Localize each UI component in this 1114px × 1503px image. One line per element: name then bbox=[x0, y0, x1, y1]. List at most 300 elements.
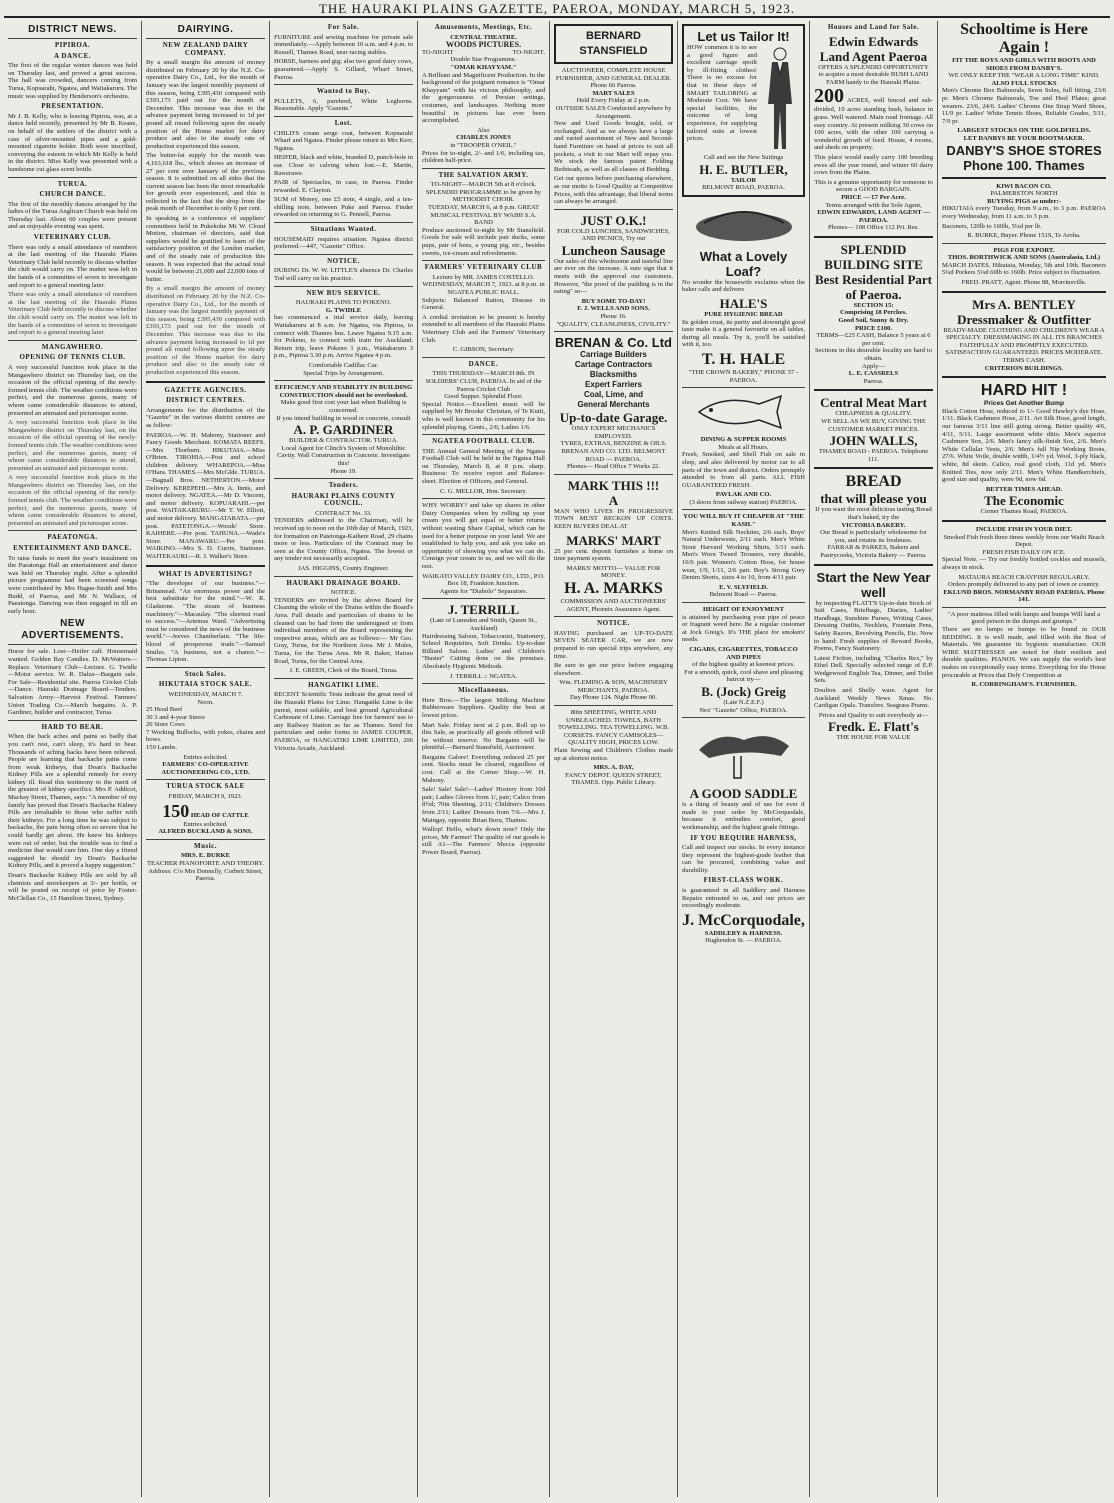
agencies-intro: Arrangements for the distribution of the "Gazette" in the various district centres are as follow: bbox=[146, 406, 265, 429]
pure-text: Its golden crust, its purity and downright good taste make it a general favourite on all tables, during all meals. Try it, you'll be satisfied with it, too. bbox=[682, 318, 805, 349]
vet-club-text-cont: There was only a small attendance of members at the last meeting of the Hauraki Plains Veterinary Club held recently to discuss whether the club would carry on. The matter was left in the hands of a committee of seven to investigate and report to a general meeting later. bbox=[8, 291, 137, 337]
edwin-agent: EDWIN EDWARDS, LAND AGENT — PAEROA. bbox=[817, 209, 930, 224]
column-stansfield bbox=[550, 21, 678, 1497]
enjoyment: HEIGHT OF ENJOYMENT bbox=[703, 606, 784, 613]
new-ads-list: Horse for sale. Lost—Heifer calf. Housemaid wanted. Golden Bay Candles. D. McWatters—Replace. Veterinary Club—Lecture. G. Twidle—Motor service. W. R. Dalza—Bargain sale. For Sale—Residential site. Paeroa Cricket Club—Dance. Hauraki Drainage Board—Tenders. Salvation Army—Harvest Festival. Farmers' Union Trading Co.—March bargains. A. P. Gardiner, builder and contractor, Turua. bbox=[8, 648, 137, 717]
builder: BUILDER & CONTRACTOR. TURUA. bbox=[288, 437, 399, 445]
masthead: THE HAURAKI PLAINS GAZETTE, PAEROA, MONDAY, MARCH 5, 1923. bbox=[4, 2, 1110, 18]
phone-16: Phone 16. bbox=[600, 313, 627, 321]
inspecting: by inspecting FLATT'S Up-to-date Stock of bbox=[815, 599, 932, 607]
lovely-loaf: What a Lovely Loaf? bbox=[699, 248, 788, 279]
schooltime: Schooltime is Here Again ! bbox=[960, 21, 1088, 56]
subjects: Subjects: Balanced Ration, Disease in General. bbox=[422, 296, 545, 312]
good-supper: Good Supper. Splendid Floor. bbox=[444, 393, 523, 401]
brenan: BRENAN & Co. Ltd bbox=[555, 335, 672, 351]
slyfield-addr: Belmont Road — Paeroa. bbox=[709, 591, 778, 599]
mattress-text: There are no lumps or bumps to be found in OUR BEDDING. It is well made, and filled with the Best of Materials. We guarantee its hygienic manufacture. OUR WIRE MATTRESSES are noted for their resilient and durable qualities. PIANOS. We can supply the world's best makes on exceptionally easy terms. Everything for the Home procurable at Prices that Defy Competition at bbox=[942, 626, 1106, 679]
nz-dairy-heading: NEW ZEALAND DAIRY COMPANY. bbox=[162, 41, 249, 57]
mart-sales: MART SALES bbox=[592, 89, 635, 97]
slyfield: E. V. SLYFIELD. bbox=[719, 583, 768, 591]
outside-sales: OUTSIDE SALES Conducted anywhere by Arrangement. bbox=[555, 104, 672, 120]
church-dance-heading: CHURCH DANCE. bbox=[39, 190, 106, 199]
shave: For a smooth, quick, cool shave and pleasing haircut try— bbox=[684, 668, 803, 684]
tailor-call: Call and see the New Suitings bbox=[703, 154, 784, 161]
misc-heading: Miscellaneous. bbox=[458, 686, 509, 695]
harness: IF YOU REQUIRE HARNESS, bbox=[690, 833, 797, 842]
situations-heading: Situations Wanted. bbox=[310, 225, 377, 234]
buying-pigs: BUYING PIGS as under:- bbox=[987, 197, 1061, 205]
tennis-text-cont2: A very successful function took place in the Mangawhero district on Thursday last, on the occasion of the official opening of the newly-formed tennis club. The weather conditions were perfect, and the numerous guests, many of whom came considerable distances to attend, presented an animated and picturesque scene. bbox=[8, 474, 137, 527]
prices-bump: Prices Get Another Bump bbox=[984, 400, 1064, 408]
book: Be sure to get our price before engaging elsewhere. bbox=[554, 662, 673, 677]
dance-text: THIS THURSDAY—MARCH 8th. IN SOLDIERS' CLUB, PAEROA. In aid of the Paeroa Cricket Club bbox=[425, 370, 542, 393]
mechanics: ONLY EXPERT MECHANICS EMPLOYED. bbox=[571, 425, 656, 440]
mattress-rhyme: "A poor mattress filled with lumps and bumps Will land a good person in the dumps and grumps." bbox=[947, 610, 1101, 626]
turua-sale-title: TURUA STOCK SALE bbox=[166, 782, 245, 791]
bentley-text: READY-MADE CLOTHING AND CHILDREN'S WEAR A SPECIALTY. DRESSMAKING IN ALL ITS BRANCHES FAITHFULLY AND PROMPTLY EXECUTED. SATISFACTION GUARANTEED. PRICES MODERATE. TERMS CASH. bbox=[943, 326, 1105, 365]
new-ads-heading: NEW ADVERTISEMENTS. bbox=[8, 618, 137, 645]
eklund: EKLUND BROS. NORMANBY ROAD PAEROA. Phone 141. bbox=[943, 588, 1105, 604]
pavlak-addr: (3 doors from railway station) PAEROA. bbox=[689, 498, 798, 506]
quote: Get our quotes before purchasing elsewhere, as our motto is Good Quality at Competitive Prices, with this advantage, that liberal terms can always be arranged. bbox=[554, 175, 673, 206]
palmerston: PALMERSTON NORTH bbox=[990, 190, 1058, 198]
what-is-advertising-heading: WHAT IS ADVERTISING? bbox=[158, 569, 253, 578]
farriers: Expert Farriers bbox=[585, 380, 642, 390]
carry: This place would easily carry 100 breeding ewes all the year round, and winter 60 dairy cows from the Plains. bbox=[814, 153, 933, 177]
mrs-day: MRS. A. DAY, bbox=[593, 764, 634, 772]
presentation-text: Mr J. B. Kelly, who is leaving Pipiroa, was, at a dance held recently, presented by Mr B. Keane, on behalf of the settlers of the district with a case of silver-mounted pipes and a gold-mounted cigarette holder. Both were inscribed, conveying the esteem in which Mr Kelly is held in the district. Miss Kelly was presented with a handsome cut glass scent bottle. bbox=[8, 112, 137, 173]
money-ad: SUM of Money, one £5 note, 4 single, and a ten-shilling note, between Puke and Paeroa. Finder rewarded on returning to G. Pennell, Paeroa. bbox=[274, 196, 413, 219]
hikutaia-sale-title: HIKUTAIA STOCK SALE. bbox=[158, 680, 253, 689]
stansfield-box bbox=[554, 24, 673, 64]
for-sale-heading: For Sale. bbox=[327, 23, 360, 31]
tennis-text-cont: A very successful function took place in the Mangawhero district on Thursday last, on the occasion of the official opening of the newly-formed tennis club. The weather conditions were perfect, and the numerous guests, many of whom came considerable distances to attend, presented an animated and picturesque scene. bbox=[8, 419, 137, 472]
greig: B. (Jock) Greig bbox=[701, 683, 786, 699]
hikutaia-noon: Noon. bbox=[197, 698, 214, 706]
cartage: Cartage Contractors bbox=[574, 360, 653, 370]
district-news-heading: DISTRICT NEWS. bbox=[8, 24, 137, 39]
terrill-sub: (Late of Lumsden and Smith, Queen St., Auckland) bbox=[430, 617, 537, 632]
wallop: Wallop! Hello, what's down now? Only the prices, Mr Farmer! The quality of our goods is still A1—The Farmers' Mecca (opposite Power Board, Paeroa). bbox=[422, 826, 545, 856]
edwin-phones: Phones— 108 Office 112 Pri. Res. bbox=[827, 224, 920, 232]
tennis-heading: OPENING OF TENNIS CLUB. bbox=[19, 353, 126, 362]
mccorquodale: J. McCorquodale, bbox=[682, 911, 805, 929]
cassrels: L. E. CASSRELS bbox=[848, 370, 899, 378]
hales: HALE'S bbox=[719, 295, 768, 311]
orders: Orders promptly delivered to any part of town or country. bbox=[948, 581, 1100, 589]
buckland: ALFRED BUCKLAND & SONS. bbox=[158, 828, 253, 836]
terms: Terms arranged with the Sole Agent, bbox=[825, 201, 922, 209]
meat-mart: Central Meat Mart bbox=[820, 395, 927, 411]
fish-special: Special Note. — Try our freshly bottled cockles and mussels, always in stock. bbox=[942, 556, 1106, 571]
acrostic: MAN WHO LIVES IN PROGRESSIVE TOWN MUST RECKON UP COSTS. KEEN BUYERS DEAL AT bbox=[554, 507, 673, 530]
flatt-list: Suit Cases, Briefbags, Diaries, Ladies' Handbags, Sunshine Purses, Writing Cases, Dressing Outfits, Necklets, Fountain Pens, Safety Razors, Revolving Pencils, Etc. Now to hand: Fresh supplies of Reward Books, Poems, Fancy Stationery. bbox=[814, 607, 933, 653]
if-you: If you intend building in wood or concrete, consult bbox=[276, 414, 411, 422]
house-for-value: THE HOUSE FOR VALUE bbox=[836, 734, 911, 742]
fish-illustration bbox=[689, 392, 799, 432]
terrill-sign: J. TERRILL :: NGATEA. bbox=[449, 672, 518, 680]
column-danby bbox=[938, 21, 1110, 1497]
cleanliness: "QUALITY, CLEANLINESS, CIVILITY." bbox=[556, 320, 671, 328]
mart-sale: Mart Sale. Friday next at 2 p.m. Roll up to this Sale, as practically all goods offered will be without reserve. No Bargains will be plentiful.—Bernard Stansfield, Auctioneer. bbox=[422, 721, 545, 752]
horse-ad: HORSE, harness and gig; also two good dairy cows, guaranteed.—Apply S. Gillard, Wharf Street, Paeroa. bbox=[274, 58, 413, 81]
terms-cash: TERMS—£25 CASH, Balance 5 years at 6 per cent. bbox=[816, 332, 931, 347]
cadillac: Comfortable Cadillac Car. bbox=[308, 361, 379, 369]
cordial: A cordial invitation to be present is hereby extended to all members of the Hauraki Plains Veterinary Club and the Farmers' Veterinary Club. bbox=[422, 313, 545, 344]
sections-note: Sections in this desirable locality are hard to obtain. bbox=[814, 347, 932, 363]
pigs-export: PIGS FOR EXPORT. bbox=[993, 246, 1055, 254]
also: Also bbox=[477, 126, 490, 134]
tailor-heading: Let us Tailor It! bbox=[697, 29, 790, 44]
price-acre: PRICE — £7 Per Acre. bbox=[841, 193, 906, 201]
tonight-row bbox=[422, 49, 545, 57]
dairying-heading: DAIRYING. bbox=[146, 24, 265, 39]
march-dates: MARCH DATES. Hikutaia, Monday, 5th and 19th. Baconers 5¼d Porkers 5¼d 60lb to 160lb. Price subject to fluctuation. bbox=[942, 261, 1106, 277]
drainage-notice: NOTICE. bbox=[330, 589, 357, 597]
tobacco-quality: of the highest quality at keenest prices. bbox=[692, 661, 795, 669]
wanted-heading: Wanted to Buy. bbox=[316, 87, 371, 96]
hikutaia-pigs: HIKUTAIA every Tuesday, from 9 a.m., to 3 p.m. PAEROA every Wednesday, from 11 a.m. to 3 p.m. bbox=[942, 205, 1106, 220]
economic-corner: Corner Thames Road, PAEROA. bbox=[980, 508, 1068, 516]
let-danby: LET DANBYS BE YOUR BOOTMAKER. bbox=[963, 134, 1085, 142]
column-classifieds bbox=[270, 21, 418, 1497]
plain-sewing: Plain Sewing and Children's Clothes made up at shortest notice. bbox=[554, 747, 673, 762]
lime-text: RECENT Scientific Tests indicate the great need of the Hauraki Plains for Lime. Hangatiki Lime is the purest, most soluble, and best ground Agricultural Carbonate of Lime. Carriage free for farmers' use to any Railway Station as far as Thames. Send for particulars and order forms to JAMES COUPER, PAEROA, or HANGATIKI LIME LIMITED, 206 Victoria Arcade, Auckland. bbox=[274, 691, 413, 752]
hard-to-bear-text: When the back aches and pains so badly that you can't rest, can't sleep, it's hard to bear. Thousands of aching backs have been relieved. People are learning that backache pains come from weak kidneys, that Doan's Backache Kidney Pills are a splendid remedy for every kidney ill. Read this testimony to the merit of the greatest of kidney specifics: Mrs P. Addicot, Mackay Street, Thames, says: "A member of my family has proved that Doan's Backache Kidney Pills are invaluable to those who suffer with their kidneys. For a long time he was subject to backache, the pain being often so severe that he could hardly get about. He knew his kidneys were out of order, but the trouble was to find a medicine that would cure him. One day a friend suggested he should try Doan's Backache Kidney Pills, and it proved a happy suggestion." bbox=[8, 733, 137, 870]
bargains: Bargains Galore! Everything reduced 25 per cent. Stocks must be cleared, regardless of cost. Call at the Corner Shop.—W. H. Mahony. bbox=[422, 753, 545, 784]
stansfield-phone: Phone 66 Paeroa. bbox=[590, 82, 637, 90]
football-text: THE Annual General Meeting of the Ngatea Football Club will be held in the Ngatea Hall on Thursday, March 8, at 8 p.m. sharp. Business: To receive report and Balance-sheet. Election of Officers, and General. bbox=[422, 447, 545, 486]
just-ok: JUST O.K.! bbox=[580, 212, 647, 228]
bus-heading: NEW BUS SERVICE. bbox=[306, 288, 381, 297]
crown-bakery: "THE CROWN BAKERY," PHONE 57 - PAEROA. bbox=[688, 368, 799, 384]
enjoy-text: is attained by purchasing your pipe of peace or fragrant weed here. Be a regular customer at Jock Greig's. It's THE place for smokers' needs. bbox=[682, 613, 805, 644]
kash-list: Men's Knitted Silk Neckties, 2/6 each. Boys' Natural Underwests, 2/11 each. Men's White Stout Harvard Working Shirts, 5/11 each. Men's Worn Tweed Trousers, very durable, 16/6 pair. Women's Cotton Hose, for house wear, 1/9, 1/11, 2/6 pair. Boy's Strong Grey Denim Shorts, sizes 4 to 10, from 4/11 pair. bbox=[682, 528, 805, 582]
trooper: in "TROOPER O'NEIL." bbox=[450, 141, 517, 149]
wells: F. J. WELLS AND SONS. bbox=[577, 305, 650, 313]
bus-route: HAURAKI PLAINS TO POKENO. bbox=[295, 299, 392, 307]
salvation: THE SALVATION ARMY. bbox=[438, 170, 529, 179]
burke-address: Address: C/o Mrs Donnelly, Corbett Street, Paeroa. bbox=[148, 867, 263, 883]
column-district-news bbox=[4, 21, 142, 1497]
lunch: FOR COLD LUNCHES, SANDWICHES, AND PICNICS, Try our bbox=[557, 227, 670, 243]
entries-solicited-2: Entries solicited. bbox=[183, 820, 228, 828]
agents: Agents for "Diabolo" Separators. bbox=[439, 587, 528, 595]
commission: COMMISSION AND AUCTIONEERS' AGENT, Phoenix Assurance Agent. bbox=[560, 597, 667, 613]
genuine: This is a genuine opportunity for someone to secure a GOOD BARGAIN. bbox=[814, 178, 933, 194]
higgins: JAS. HIGGINS, County Engineer. bbox=[298, 565, 389, 573]
efficiency: EFFICIENCY AND STABILITY IN BUILDING CONSTRUCTION should not be overlooked. bbox=[274, 384, 413, 399]
we-only: WE ONLY KEEP THE "WEAR A LONG TIME" KIND. bbox=[948, 72, 1100, 80]
acres-text: ACRES, well fenced and sub-divided, 10 acres standing bush, balance in grass. Well watered. Main road frontage. All easy country. At present milking 30 cows on 100 acres, with the other 100 carrying a wonderful growth of feed. House, 4 rooms, and sheds on property. bbox=[814, 97, 933, 152]
drainage-text: TENDERS are invited by the above Board for Cleaning the whole of the Drains within the Board's Area. Full details and particulars of drains to be cleaned can be had from the undersigned or from individual members of the Board representing the respective areas, which are as follows:— Mr Geo. Gray, Turua, for the Northern Area. Mr J. Mules, Turua, for the Turua Area. Mr R. Baker, Hairau Road, Turua, for the Central Area. bbox=[274, 596, 413, 665]
loaf-text: No wonder the housewife exclaims when the baker calls and delivers bbox=[682, 278, 805, 294]
advertising-quotes: "The developer of our business."—Brinsmead. "An enormous power and the best substitute for the mind."—W. R. Gladstone. "The steam of business machinery."—Macaulay. "The shortest road to success."—Artemus Ward. "Advertising must be considered the news of the business world."—Jeeves Chamberlain. "The life-blood of prosperous trade."—Samuel Smiles. "A business, not a chance."—Thomas Lipton. bbox=[146, 580, 265, 664]
saddle-text: is a thing of beauty and of use for ever if made to your order by McCorquodale, because it embodies comfort, good workmanship, and the highest grade fittings. bbox=[682, 801, 805, 831]
notice-car: NOTICE. bbox=[597, 619, 630, 628]
mart-time: Held Every Friday at 2 p.m. bbox=[576, 97, 651, 105]
auctioneer: AUCTIONEER, COMPLETE HOUSE FURNISHER, AND GENERAL DEALER. bbox=[555, 67, 672, 82]
tailor-text: HOW common it is to see a good figure and excellent carriage spoilt by ill-fitting clothes! There is no excuse for that in these days of SMART TAILORING at Moderate Cost. We have special facilities, the outcome of long experience, for supplying tailored suits at lowest prices. bbox=[687, 44, 757, 143]
sausage-text: Our sales of this wholesome and tasteful line are ever on the increase. A sure sign that it meets with the approval our customers. However, "the proof of the pudding is in the eating" so— bbox=[554, 257, 673, 296]
butler: H. E. BUTLER, bbox=[699, 161, 788, 177]
cigars: CIGARS, CIGARETTES, TOBACCO AND PIPES bbox=[689, 645, 798, 661]
greene: J. E. GREEN, Clerk of the Board, Turua. bbox=[289, 667, 398, 675]
price-100: PRICE £100. bbox=[855, 324, 892, 332]
child-coat-ad: CHILD'S cream serge coat, between Kopuarahi Wharf and Ngatea. Finder please return to Mrs Kerr, Ngatea. bbox=[274, 129, 413, 152]
bread-heading: BREAD bbox=[845, 473, 902, 491]
cheapness: CHEAPNESS & QUALITY. bbox=[835, 410, 912, 418]
turua-heading: TURUA. bbox=[57, 179, 88, 188]
danby-stores: DANBY'S SHOE STORES Phone 100. Thames bbox=[946, 142, 1102, 173]
danby-stocks: Men's Chrome Box Balmorals, Sewn Soles, full fitting, 23/6 pr. Men's Chrome Balmorals, Toe and Heel Plates; great wearers. 23/6, 24/6. Ladies' Chrome One Strap Ward Shoes, 11/9 pr. Ladies' White Tennis Shoes, Reliable Grades, 5/11, 7/9 pr. bbox=[942, 87, 1106, 125]
loaf-illustration bbox=[689, 201, 799, 245]
acquire: to acquire a most desirable BUSH LAND FARM handy to the Hauraki Plains. bbox=[818, 71, 929, 86]
saddle-illustration bbox=[689, 722, 799, 782]
fancy-depot: FANCY DEPOT. QUEEN STREET, THAMES. Opp. Public Library. bbox=[565, 771, 662, 787]
column-tailor bbox=[678, 21, 810, 1497]
sheeting: 80in SHEETING, WHITE AND UNBLEACHED. TOWELS, BATH TOWELLING. TEA TOWELLING. W.B. CORSETS. FANCY CAMISOLES—QUALITY HIGH, PRICES LOW. bbox=[557, 709, 670, 747]
local-agent: Local Agent for Clinch's System of Monolithic Cavity. Wall Construction in Concrete. Investigate this! bbox=[277, 444, 410, 467]
bump-list: Black Cotton Hose, reduced to 1/- Good Hawley's dye Hose, 1/11. Black Cashmere Hose, 2/11. Art Silk Hose, good length, our famous 3/11 line still going strong. Better quality 4/6, 4/11, 5/11. Large assortment white ditto. Men's superior Cashmere Sox, 2/6. Men's fancy silk-finish Sox, 2/6. Men's White Cellular Vests, 2/6. Men's full Nip Working Boots, 27/6. White Voile, double width, 1/4½ yd. Wool, 3-ply black, white, 8d skein. Calico, real good cloth, 11d yd. Men's Knitted Ties, now only 2/11. Men's White Handkerchiefs, good size and quality, were 9d, now 6d. bbox=[942, 407, 1106, 484]
doulton: Doulton and Shelly ware. Agent for Auckland Weekly News Xmas. No. Cardigan Opals. Transfers. Seagrass Prams. bbox=[814, 687, 933, 710]
gazette-agencies-heading: GAZETTE AGENCIES. bbox=[164, 385, 247, 394]
burke-buyer: R. BURKE, Buyer. Phone 151S, Te Aroha. bbox=[967, 232, 1081, 240]
column-amusements bbox=[418, 21, 550, 1497]
pullets-ad: PULLETS, 6, purebred, White Leghorns. Reasonable. Apply "Gazette." bbox=[274, 97, 413, 113]
merchants: General Merchants bbox=[577, 400, 650, 410]
football-heading: NGATEA FOOTBALL CLUB. bbox=[432, 437, 535, 446]
hikutaia-date: WEDNESDAY, MARCH 7. bbox=[168, 690, 243, 698]
meals: Meals at all Hours. bbox=[718, 443, 769, 451]
bread-please: that will please you bbox=[820, 491, 927, 507]
a-dance-heading: A DANCE. bbox=[53, 51, 92, 60]
terrill: J. TERRILL bbox=[447, 602, 520, 618]
blacksmiths: Blacksmiths bbox=[589, 370, 638, 380]
cassrels-town: Paeroa. bbox=[863, 377, 884, 385]
victoria: VICTORIA BAKERY. bbox=[841, 521, 906, 529]
twidle: G. TWIDLE bbox=[325, 306, 362, 314]
first-class: FIRST-CLASS WORK. bbox=[703, 876, 784, 885]
pure-bread: PURE HYGIENIC BREAD bbox=[704, 310, 783, 318]
flatt: Fredk. E. Flatt's bbox=[828, 719, 919, 735]
th-hale: T. H. HALE bbox=[701, 350, 786, 368]
fleming: Wm. FLEMING & SON, MACHINERY MERCHANTS, PAEROA. bbox=[559, 679, 668, 694]
heifer-ad: HEIFER, black and white, branded D, punch-hole in ear. Close to calving when lost.—E. Martin, Rawerawe. bbox=[274, 154, 413, 177]
cattle-number: 150 bbox=[162, 800, 190, 821]
pratt: FRED. PRATT, Agent. Phone 88, Morrinsville. bbox=[961, 279, 1087, 287]
double-star: Double Star Programme. bbox=[450, 56, 517, 64]
tailor-label: TAILOR bbox=[730, 176, 757, 184]
milking: Here Bros.—The largest Milking Machine Rubberware Suppliers. Quality the best at lowest prices. bbox=[422, 696, 545, 719]
next-gazette: Nex' "Gazette" Office, PAEROA. bbox=[699, 706, 788, 714]
largest: LARGEST STOCKS ON THE GOLDFIELDS. bbox=[957, 127, 1091, 135]
theatre: CENTRAL THEATRE. bbox=[450, 33, 517, 41]
furniture-ad: FURNITURE and sewing machine for private sale immediately.—Apply between 10 a.m. and 4 p.m. to Russell, Thames Road, near racing stables. bbox=[274, 33, 413, 56]
fiction: Latest Fiction, including "Charles Rex," by Ethel Dell. Specially selected range of E.P. Wedgewood English Tea, Dinner, and Toilet Sets. bbox=[814, 654, 933, 685]
nzef: (Late N.Z.E.F.) bbox=[723, 698, 764, 706]
belmont: BELMONT ROAD, PAEROA. bbox=[702, 184, 785, 192]
bus-text: has commenced a trial service daily, leaving Waitakaruru at 8 a.m. for Ngatea, via Pipiroa, to connect with Thames bus. Leave Ngatea 9.15 a.m. for Pokeno, to connect with train for Auckland. Return trip, leave Pokeno 1 p.m., Waitakaruru 3 p.m., Pipiroa 3.30 p.m. Arrive Ngatea 4 p.m. bbox=[274, 314, 413, 360]
column-dairying bbox=[142, 21, 270, 1497]
special-notice: Special Notice.—Excellent music will be supplied by Mr Brooks' Christian, of Te Kuiti, who is well known in this community for his splendid playing. Gents., 2/6; Ladies 1/6. bbox=[422, 400, 545, 431]
presentation-heading: PRESENTATION. bbox=[41, 102, 104, 111]
also-full: ALSO FULL STOCKS bbox=[991, 79, 1057, 87]
lost-heading: Lost. bbox=[334, 118, 353, 127]
cattle-label: HEAD OF CATTLE bbox=[190, 811, 249, 819]
thames-road: THAMES ROAD - PAEROA. Telephone 111. bbox=[818, 448, 929, 463]
tailor-box bbox=[682, 24, 805, 197]
omar: "OMAR KHAYYAM." bbox=[450, 63, 517, 71]
flatt-prices: Prices and Quality to suit everybody at— bbox=[818, 711, 929, 719]
doans-price: Doan's Backache Kidney Pills are sold by all chemists and storekeepers at 3/- per bottle, or will be posted on receipt of price by Foster-McClellan Co., 15 Hamilton Street, Sydney. bbox=[8, 872, 137, 902]
better-times: BETTER TIMES AHEAD. bbox=[985, 485, 1063, 493]
hard-to-bear-heading: HARD TO BEAR. bbox=[41, 722, 104, 731]
bentley: Mrs A. BENTLEY bbox=[972, 296, 1076, 312]
smoked-fish: Smoked Fish fresh three times weekly from our Waihi Beach Depot. bbox=[943, 533, 1105, 549]
church-dance-text: The first of the monthly dances arranged by the ladies of the Turua Anglican Church was held on Thursday last. About 60 couples were present and an enjoyable evening was spent. bbox=[8, 200, 137, 231]
motto: MARKS' MOTTO— VALUE FOR MONEY. bbox=[566, 564, 661, 580]
vet-club-lecture: FARMERS' VETERINARY CLUB bbox=[424, 263, 543, 272]
fit-boys: FIT THE BOYS AND GIRLS WITH BOOTS AND SHOES FROM DANBY'S. bbox=[952, 57, 1096, 72]
brenan-phones: Phones— Head Office 7 Works 22. bbox=[567, 463, 660, 471]
burke-teacher: TEACHER PIANOFORTE AND THEORY. bbox=[147, 860, 264, 867]
entertainment-heading: ENTERTAINMENT AND DANCE. bbox=[13, 544, 132, 553]
kash-heading: YOU WILL BUY IT CHEAPER AT "THE KASH." bbox=[683, 513, 804, 529]
tennis-text: A very successful function took place in the Mangawhero district on Thursday last, on the occasion of the official opening of the newly-formed tennis club. The weather conditions were perfect, and the numerous guests, many of whom came considerable distances to attend, presented an animated and picturesque scene. bbox=[8, 363, 137, 417]
phone-19: Phone 19. bbox=[330, 467, 357, 475]
dairy-text-1: By a small margin the amount of money distributed on February 20 by the N.Z. Co-operative Dairy Co., Ltd., for the month of January was the largest monthly payment of this season, being £395,430 compared with £393,173 paid out for the month of December. This increase was due to the advance payment being increased to 1d per pound all round following upon the steady position of the Home market for dairy produce and also to the steady rate of production experienced this season. bbox=[146, 59, 265, 150]
tonight-left: TO-NIGHT bbox=[422, 48, 454, 56]
housemaid-ad: HOUSEMAID requires situation. Ngatea district preferred.—447, "Gazette" Office. bbox=[274, 235, 413, 251]
include-fish: INCLUDE FISH IN YOUR DIET. bbox=[975, 525, 1073, 533]
spectacles-ad: PAIR of Spectacles, in case, in Paeroa. Finder rewarded. E. Clayton. bbox=[274, 179, 413, 194]
mark-this: MARK THIS !!! bbox=[567, 477, 660, 493]
criterion: CRITERION BUILDINGS. bbox=[984, 364, 1064, 372]
edwin: Edwin Edwards Land Agent Paeroa bbox=[819, 33, 928, 64]
fish-text: Fresh, Smoked, and Shell Fish on sale in shop, and also delivered by motor car to all parts of the town and district. Orders promptly attended to from all parts. ALL FISH GUARANTEED FRESH. bbox=[682, 451, 805, 489]
district-centres-heading: DISTRICT CENTRES. bbox=[166, 396, 245, 405]
little-notice: DURING Dr. W. W. LITTLE'S absence Dr. Charles Tod will carry on his practice. bbox=[274, 267, 413, 283]
farmers-coop: FARMERS' CO-OPERATIVE AUCTIONEERING CO., LTD. bbox=[161, 761, 250, 776]
dining: DINING & SUPPER ROOMS bbox=[700, 436, 787, 444]
tailor-body bbox=[687, 44, 800, 154]
acres-number: 200 bbox=[814, 85, 844, 108]
john-walls: JOHN WALLS, bbox=[829, 433, 918, 449]
tenders-text: TENDERS addressed to the Chairman, will be received up to noon on the 10th day of March, 1923, for formation on Patetonga-Kaihere Road, 29 chains more or less. Particulars of the Contract may be seen at the County Office, Ngatea. The lowest or any tender not necessarily accepted. bbox=[274, 517, 413, 563]
mangawhero-heading: MANGAWHERO. bbox=[41, 342, 104, 351]
harness-text: Call and inspect our stocks. In every instance they represent the highest-grade leather that can be procured, combining value and durability. bbox=[682, 844, 805, 874]
stansfield-name: BERNARD STANSFIELD bbox=[579, 30, 648, 57]
special-trips: Special Trips by Arrangement. bbox=[303, 369, 384, 377]
offers: OFFERS A SPLENDID OPPORTUNITY bbox=[818, 63, 929, 71]
vet-club-heading: VETERINARY CLUB. bbox=[33, 233, 112, 242]
acres-para bbox=[814, 86, 933, 152]
entertainment-text: To raise funds to meet the year's instalment on the Paeatonga Hall an entertainment and dance was held on Thursday night. After a splendid picture programme had been screened songs were contributed by Mrs Hague-Smith and Mrs Budd, of Paeroa, and Mr N. Wallace, of Paeatonga. Dancing was then engaged in till an early hour. bbox=[8, 554, 137, 615]
soil: Good Soil, Sunny & Dry. bbox=[838, 317, 909, 325]
columns bbox=[4, 21, 1110, 1497]
hard-hit: HARD HIT ! bbox=[980, 382, 1068, 400]
mark-a: A bbox=[608, 492, 619, 508]
section: SECTION 15: bbox=[853, 301, 894, 309]
tyres: TYRES, EXTRAS, BENZINE & OILS. bbox=[560, 440, 667, 448]
borthwick: THOS. BORTHWICK AND SONS (Australasia, Ltd.) bbox=[947, 254, 1101, 262]
carriage: Carriage Builders bbox=[580, 350, 647, 360]
omar-text: A Brilliant and Magnificent Production. In the background of the poignant romance is "Omar Khayyam" with his vicious philosophy, and the gorgeousness of Persian settings, costumes, and landscapes. Nothing more beautiful in pictures has ever been accomplished. bbox=[422, 71, 545, 125]
gentleman-illustration bbox=[760, 44, 800, 154]
brenan-addr: BRENAN AND CO. LTD. BELMONT ROAD — PAEROA. bbox=[561, 448, 666, 463]
seater: HAVING purchased an UP-TO-DATE SEVEN SEATER CAR, we are now prepared to run special trips anywhere, any time. bbox=[554, 629, 673, 660]
fish-ice: FRESH FISH DAILY ON ICE. bbox=[982, 548, 1066, 556]
lime-heading: HANGATIKI LIME. bbox=[308, 680, 379, 689]
why-worry: WHY WORRY? and take up shares in other Dairy Companies when by rolling up your cream you will get equal or better returns without wasting Share Capital, which can be used for a better purpose on your land. We are established to help you, and ask you take an opportunity of showing you what we can do. Consign your cream to us, and we will do the rest. bbox=[422, 502, 545, 570]
entries-solicited: Entries solicited. bbox=[183, 753, 228, 761]
discount: 25 per cent. deposit furnishes a home on time payment system. bbox=[554, 547, 673, 563]
best-residential: Best Residential Part of Paeroa. bbox=[815, 271, 932, 302]
produce: Produce auctioned to-night by Mr Stansfield. Goods for sale will include pair ducks, some pups, pair of hens, a young pig, etc., besides sweets, ice-cream and refreshments. bbox=[422, 226, 545, 257]
agencies-list: PAEROA.—W. H. Mabony, Stationer and Fancy Goods Merchant. KOMATA REEFS.—Mrs Thorburn. HIKUTAIA.—Miss O'Brien. TIROHIA.—Post and school children delivery. WHAREPOA.—Miss O'Hara. THAMES.—Mrs McGlde. TURUA.—Bagnall Bros. NETHERTON.—Motor Delivery. KEREPEHI.—Mrs A. Innis, and motor delivery. NGATEA.—Mr D. Vincent, and motor delivery. KOPUARAHI.—per post. WAITAKARURU.—Mr T. W. Elliott, and motor delivery. MANGATARATA.—per post. PATETONGA.—Woods' Store. KAIHERE.—Per post. TAHUNA.—Wade's Store. MANAWARU.—Per post. WAIKINO.—Mrs S. D. Currie, Stationer. WAITEKAURI.—R. J. Walker's Store. bbox=[146, 431, 265, 560]
a-dance-text: The first of the regular winter dances was held on Thursday last, and proved a great success. The hall was crowded, dancers coming from Turua, Kopuarahi, Ngatea, and Waitakaruru. The music was supplied by Henderson's orchestra. bbox=[8, 62, 137, 100]
first-class-text: is guaranteed in all Saddlery and Harness Repairs entrusted to us, and our prices are exceedingly moderate. bbox=[682, 887, 805, 910]
mart-text: New and Used Goods bought, sold, or exchanged. And as we always have a large and varied assortment of New and Second-hand Furniture on hand at prices to suit all pockets, a visit to our Mart will repay you. We stock the famous patent Folding Bedsteads, as well as all classes of Bedding. bbox=[554, 120, 673, 173]
hikutaia-items: 25 Head Beef 30 3 and 4-year Steers 20 Store Cows 7 Working Bullocks, with yokes, chains and bows. 150 Lambs. bbox=[146, 706, 265, 752]
cattle-line bbox=[146, 801, 265, 821]
paeatonga-heading: PAEATONGA. bbox=[47, 533, 98, 542]
pipiroa-heading: PIPIROA. bbox=[54, 41, 91, 49]
turua-sale-date: FRIDAY, MARCH 9, 1923. bbox=[168, 793, 243, 801]
make-good: Make good first cost your last when Building is concerned. bbox=[280, 399, 407, 414]
council-heading: HAURAKI PLAINS COUNTY COUNCIL. bbox=[291, 491, 396, 508]
saddlery: SADDLERY & HARNESS. bbox=[704, 929, 783, 937]
perches: Comprising 18 Perches. bbox=[840, 309, 907, 317]
dairy-text-3-cont: By a small margin the amount of money distributed on February 20 by the N.Z. Co-operative Dairy Co., Ltd., for the month of January was the largest monthly payment of this season, being £395,430 compared with £393,173 paid out for the month of December. This increase was due to the advance payment being increased to 1d per pound all round following upon the steady position of the Home market for dairy produce and also to the steady rate of production experienced this season. bbox=[146, 285, 265, 376]
bread-text: If you want the most delicious tasting Bread that's baked, try the bbox=[815, 506, 932, 521]
pavlak: PAVLAK AND CO. bbox=[715, 491, 772, 499]
crayfish: MATAURA BEACH CRAYFISH REGULARLY. bbox=[958, 573, 1090, 581]
dressmaker: Dressmaker & Outfitter bbox=[957, 311, 1091, 327]
dance-heading: DANCE. bbox=[468, 359, 499, 368]
economic: The Economic bbox=[984, 493, 1064, 509]
baconers: Baconers, 120lb to 160lb, 5¼d per lb. bbox=[942, 222, 1042, 230]
amusements-heading: Amusements, Meetings, Etc. bbox=[434, 23, 533, 31]
notice-heading: NOTICE. bbox=[327, 256, 360, 265]
woods: WOODS PICTURES. bbox=[445, 40, 522, 50]
sausage: Luncheon Sausage bbox=[561, 242, 666, 258]
drainage-heading: HAURAKI DRAINAGE BOARD. bbox=[286, 578, 401, 587]
salvation-date: TO-NIGHT—MARCH 5th at 8 o'clock. bbox=[430, 181, 537, 189]
tuesday: TUESDAY, MARCH 6, at 8 p.m. GREAT MUSICAL FESTIVAL BY WAIHI S.A. BAND bbox=[427, 204, 539, 227]
music-heading: Music. bbox=[193, 841, 218, 850]
stock-sales-heading: Stock Sales. bbox=[184, 669, 227, 678]
buy-today: BUY SOME TO-DAY! bbox=[581, 297, 646, 305]
farrar: FARRAR & PARKES, Bakers and Pastrycooks, Victoria Bakery — Paeroa. bbox=[820, 544, 927, 559]
terrill-text: Hairdressing Saloon, Tobacconist, Stationery, School Requisites, Soft Drinks. Up-to-date Billiard Saloon. Ladies' and Children's "Buster" Cutting done on the premises. Absolutely Hygienic Methods. bbox=[422, 632, 545, 670]
tenders-heading: Tenders. bbox=[328, 481, 359, 490]
apply: Apply— bbox=[861, 362, 886, 370]
gibson: C. GIBSON, Secretary. bbox=[452, 346, 515, 354]
kiwi-bacon: KIWI BACON CO. bbox=[996, 182, 1052, 190]
jones: CHARLES JONES bbox=[456, 134, 511, 142]
fleming-phone: Day Phone 124. Night Phone 90. bbox=[570, 694, 657, 702]
dairy-text-3: In speaking to a conference of suppliers' committees held in Pukekohe Mr W. Cloud Motion, chairman of directors, said that suppliers would be gratified to learn of the satisfactory position of the London market, and of the steady rate of production this season. It was expected that the actual total would be between 21,000 and 22,000 tons of butter. bbox=[146, 215, 265, 283]
we-sell: WE SELL AS WE BUY, GIVING THE CUSTOMER MARKET PRICES. bbox=[821, 418, 926, 433]
lecture: Lecture by MR. JAMES COSTELLO. WEDNESDAY, MARCH 7, 1923. at 8 p.m. in NGATEA PUBLIC HALL. bbox=[422, 273, 545, 296]
coal: Coal, Lime, and bbox=[583, 390, 644, 400]
splendid: SPLENDID PROGRAMME to be given by METHODIST CHOIR. bbox=[425, 188, 542, 204]
prices: Prices for to-night, 2/- and 1/6, including tax, children half-price. bbox=[422, 149, 545, 165]
new-year: Start the New Year well bbox=[816, 569, 931, 600]
houses-heading: Houses and Land for Sale. bbox=[827, 23, 920, 31]
